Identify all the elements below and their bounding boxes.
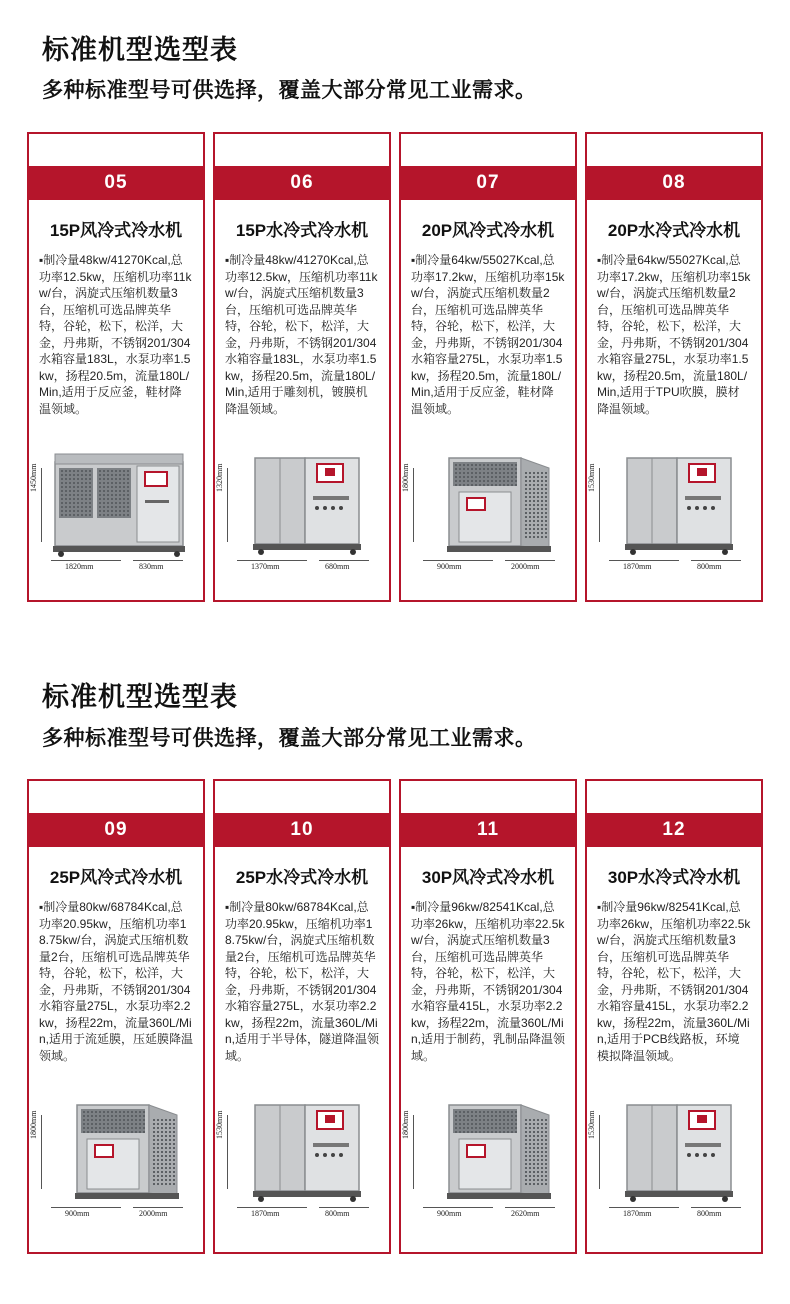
card-top <box>215 781 389 813</box>
model-name: 25P水冷式冷水机 <box>235 868 369 887</box>
model-number: 10 <box>215 813 389 847</box>
card-top <box>401 134 575 166</box>
section-subtitle: 多种标准型号可供选择，覆盖大部分常见工业需求。 <box>42 727 537 750</box>
model-description: ▪制冷量96kw/82541Kcal,总功率26kw，压缩机功率22.5kw/台，涡旋式压缩机数量3台，压缩机可选品牌英华特，谷轮，松下，松洋，大金，丹弗斯，不锈钢201/304水箱容量415L，水泵功率2.2kw，扬程22m，流量360L/Min,适用于制药，乳制品降温领域。 <box>411 900 566 1063</box>
model-card-09 <box>27 779 205 1254</box>
height-dimension-line <box>227 468 228 542</box>
model-description: ▪制冷量48kw/41270Kcal,总功率12.5kw，压缩机功率11kw/台，涡旋式压缩机数量3台，压缩机可选品牌英华特，谷轮，松下，松洋，大金，丹弗斯，不锈钢201/304水箱容量183L，水泵功率1.5kw，扬程20.5m，流量180L/Min,适用于反应釜，鞋材降温领域。 <box>39 253 192 416</box>
model-card-05 <box>27 132 205 602</box>
width-dimension-line <box>237 1207 307 1208</box>
water-cooled-chiller-icon <box>605 1095 763 1207</box>
machine-image <box>29 1095 197 1225</box>
depth-dimension-label: 800mm <box>697 1209 722 1218</box>
air-cooled-chiller-icon <box>419 448 577 560</box>
width-dimension-line <box>423 560 493 561</box>
height-dimension-line <box>413 468 414 542</box>
model-name: 20P风冷式冷水机 <box>421 221 555 240</box>
height-dimension-line <box>599 1115 600 1189</box>
machine-image <box>215 448 383 578</box>
depth-dimension-line <box>319 560 369 561</box>
machine-image <box>587 1095 755 1225</box>
depth-dimension-line <box>133 560 183 561</box>
model-description: ▪制冷量80kw/68784Kcal,总功率20.95kw，压缩机功率18.75kw/台，涡旋式压缩机数量2台，压缩机可选品牌英华特，谷轮，松下，松洋，大金，丹弗斯，不锈钢201/304水箱容量275L，水泵功率2.2kw，扬程22m，流量360L/Min,适用于半导体，隧道降温领域。 <box>225 900 380 1063</box>
section-1 <box>0 0 790 620</box>
machine-image <box>587 448 755 578</box>
water-cooled-chiller-icon <box>233 448 391 560</box>
width-dimension-label: 900mm <box>437 1209 462 1218</box>
height-dimension-label: 1530mm <box>215 1110 224 1139</box>
model-card-08 <box>585 132 763 602</box>
height-dimension-label: 1450mm <box>29 463 38 492</box>
model-card-10 <box>213 779 391 1254</box>
machine-image <box>401 1095 569 1225</box>
width-dimension-line <box>609 560 679 561</box>
depth-dimension-label: 2000mm <box>139 1209 168 1218</box>
height-dimension-label: 1530mm <box>587 1110 596 1139</box>
air-cooled-chiller-icon <box>45 450 205 560</box>
width-dimension-line <box>51 1207 121 1208</box>
height-dimension-label: 1800mm <box>29 1110 38 1139</box>
depth-dimension-line <box>505 1207 555 1208</box>
model-description: ▪制冷量64kw/55027Kcal,总功率17.2kw，压缩机功率15kw/台，涡旋式压缩机数量2台，压缩机可选品牌英华特，谷轮，松下，松洋，大金，丹弗斯，不锈钢201/304水箱容量275L，水泵功率1.5kw，扬程20.5m，流量180L/Min,适用于TPU吹膜，膜材降温领域。 <box>597 253 751 416</box>
model-name: 30P水冷式冷水机 <box>607 868 741 887</box>
width-dimension-label: 1820mm <box>65 562 94 571</box>
model-card-12 <box>585 779 763 1254</box>
model-number: 05 <box>29 166 203 200</box>
depth-dimension-label: 2620mm <box>511 1209 540 1218</box>
width-dimension-label: 1870mm <box>251 1209 280 1218</box>
depth-dimension-line <box>691 560 741 561</box>
section-2 <box>0 650 790 1290</box>
card-top <box>29 781 203 813</box>
width-dimension-line <box>423 1207 493 1208</box>
height-dimension-line <box>41 468 42 542</box>
depth-dimension-label: 680mm <box>325 562 350 571</box>
card-top <box>587 134 761 166</box>
height-dimension-line <box>599 468 600 542</box>
model-number: 09 <box>29 813 203 847</box>
air-cooled-chiller-icon <box>47 1095 205 1207</box>
air-cooled-chiller-icon <box>419 1095 577 1207</box>
machine-image <box>29 448 197 578</box>
card-top <box>587 781 761 813</box>
section-subtitle: 多种标准型号可供选择，覆盖大部分常见工业需求。 <box>42 79 537 102</box>
model-number: 12 <box>587 813 761 847</box>
width-dimension-line <box>609 1207 679 1208</box>
model-name: 15P风冷式冷水机 <box>49 221 183 240</box>
depth-dimension-line <box>319 1207 369 1208</box>
model-description: ▪制冷量96kw/82541Kcal,总功率26kw，压缩机功率22.5kw/台，涡旋式压缩机数量3台，压缩机可选品牌英华特，谷轮，松下，松洋，大金，丹弗斯，不锈钢201/304水箱容量415L，水泵功率2.2kw，扬程22m，流量360L/Min,适用于PCB线路板，环境模拟降温领域。 <box>597 900 751 1063</box>
width-dimension-label: 1370mm <box>251 562 280 571</box>
width-dimension-label: 1870mm <box>623 1209 652 1218</box>
model-name: 30P风冷式冷水机 <box>421 868 555 887</box>
height-dimension-label: 1800mm <box>401 463 410 492</box>
height-dimension-label: 1320mm <box>215 463 224 492</box>
model-name: 25P风冷式冷水机 <box>49 868 183 887</box>
width-dimension-line <box>237 560 307 561</box>
width-dimension-line <box>51 560 121 561</box>
water-cooled-chiller-icon <box>605 448 763 560</box>
card-top <box>215 134 389 166</box>
model-name: 20P水冷式冷水机 <box>607 221 741 240</box>
depth-dimension-line <box>505 560 555 561</box>
depth-dimension-line <box>133 1207 183 1208</box>
width-dimension-label: 900mm <box>65 1209 90 1218</box>
model-number: 07 <box>401 166 575 200</box>
machine-image <box>215 1095 383 1225</box>
height-dimension-line <box>41 1115 42 1189</box>
model-description: ▪制冷量80kw/68784Kcal,总功率20.95kw，压缩机功率18.75kw/台，涡旋式压缩机数量2台，压缩机可选品牌英华特，谷轮，松下，松洋，大金，丹弗斯，不锈钢201/304水箱容量275L，水泵功率2.2kw，扬程22m，流量360L/Min,适用于流延膜，压延膜降温领域。 <box>39 900 194 1063</box>
card-top <box>401 781 575 813</box>
model-card-11 <box>399 779 577 1254</box>
model-number: 08 <box>587 166 761 200</box>
model-number: 06 <box>215 166 389 200</box>
section-title: 标准机型选型表 <box>42 35 238 65</box>
depth-dimension-label: 800mm <box>697 562 722 571</box>
model-card-06 <box>213 132 391 602</box>
width-dimension-label: 1870mm <box>623 562 652 571</box>
section-title: 标准机型选型表 <box>42 682 238 712</box>
depth-dimension-label: 2000mm <box>511 562 540 571</box>
model-description: ▪制冷量64kw/55027Kcal,总功率17.2kw，压缩机功率15kw/台，涡旋式压缩机数量2台，压缩机可选品牌英华特，谷轮，松下，松洋，大金，丹弗斯，不锈钢201/304水箱容量275L，水泵功率1.5kw，扬程20.5m，流量180L/Min,适用于反应釜，鞋材降温领域。 <box>411 253 565 416</box>
depth-dimension-label: 800mm <box>325 1209 350 1218</box>
model-description: ▪制冷量48kw/41270Kcal,总功率12.5kw，压缩机功率11kw/台，涡旋式压缩机数量3台，压缩机可选品牌英华特，谷轮，松下，松洋，大金，丹弗斯，不锈钢201/304水箱容量183L，水泵功率1.5kw，扬程20.5m，流量180L/Min,适用于雕刻机，镀膜机降温领域。 <box>225 253 378 416</box>
model-card-07 <box>399 132 577 602</box>
height-dimension-line <box>413 1115 414 1189</box>
height-dimension-label: 1800mm <box>401 1110 410 1139</box>
model-name: 15P水冷式冷水机 <box>235 221 369 240</box>
water-cooled-chiller-icon <box>233 1095 391 1207</box>
height-dimension-line <box>227 1115 228 1189</box>
width-dimension-label: 900mm <box>437 562 462 571</box>
machine-image <box>401 448 569 578</box>
depth-dimension-label: 830mm <box>139 562 164 571</box>
depth-dimension-line <box>691 1207 741 1208</box>
height-dimension-label: 1530mm <box>587 463 596 492</box>
model-number: 11 <box>401 813 575 847</box>
card-top <box>29 134 203 166</box>
